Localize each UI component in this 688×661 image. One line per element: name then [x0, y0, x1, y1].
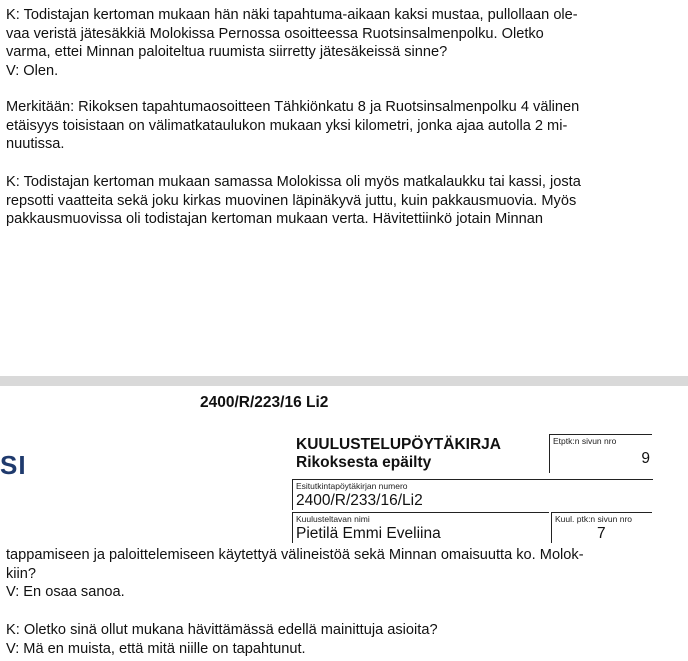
text-line: V: En osaa sanoa.: [6, 584, 125, 600]
form-title: KUULUSTELUPÖYTÄKIRJA: [296, 436, 501, 453]
text-line: K: Todistajan kertoman mukaan hän näki tapahtuma-aikaan kaksi mustaa, pullollaan ole-: [6, 7, 578, 23]
pretrial-number-value: 2400/R/233/16/Li2: [296, 492, 423, 509]
document-code: 2400/R/223/16 Li2: [200, 394, 329, 411]
text-line: K: Todistajan kertoman mukaan samassa Molokissa oli myös matkalaukku tai kassi, josta: [6, 174, 581, 190]
etptk-page-box: [549, 434, 652, 473]
etptk-value: 9: [641, 450, 650, 467]
continued-paragraph: [6, 546, 682, 602]
question-paragraph-1: [6, 6, 682, 80]
text-line: V: Olen.: [6, 62, 59, 79]
text-line: repsotti vaatteita sekä joku kirkas muovinen läpinäkyvä juttu, kuin pakkausmuovia. Myös: [6, 192, 577, 209]
interview-page-value: 7: [597, 525, 606, 542]
logo-fragment: SI: [0, 450, 27, 480]
text-line: nuutissa.: [6, 136, 65, 152]
interviewee-name-value: Pietilä Emmi Eveliina: [296, 525, 441, 542]
text-line: pakkausmuovissa oli todistajan kertoman mukaan verta. Hävitettiinkö jotain Minnan: [6, 211, 543, 227]
question-paragraph-2: [6, 173, 682, 229]
interviewee-name-label: Kuulusteltavan nimi: [296, 514, 370, 524]
etptk-label: Etptk:n sivun nro: [553, 436, 617, 446]
text-line: kiin?: [6, 565, 37, 582]
text-line: V: Mä en muista, että mitä niille on tapahtunut.: [6, 640, 306, 657]
interviewee-name-box: [292, 512, 549, 543]
text-line: Merkitään: Rikoksen tapahtumaosoitteen Tähkiönkatu 8 ja Ruotsinsalmenpolku 4 välinen: [6, 99, 580, 115]
form-subtitle: Rikoksesta epäilty: [296, 454, 432, 471]
pretrial-number-label: Esitutkintapöytäkirjan numero: [296, 481, 408, 491]
interview-page-box: [551, 512, 652, 543]
text-line: etäisyys toisistaan on välimatkataulukon mukaan yksi kilometri, jonka ajaa autolla 2 mi-: [6, 117, 568, 134]
question-paragraph-3: [6, 621, 682, 658]
text-line: tappamiseen ja paloittelemiseen käytettyä välineistöä sekä Minnan omaisuutta ko. Molok-: [6, 547, 584, 563]
page-divider: [0, 376, 688, 386]
text-line: K: Oletko sinä ollut mukana hävittämässä edellä mainittuja asioita?: [6, 622, 438, 638]
note-paragraph: [6, 98, 682, 154]
pretrial-number-box: [292, 479, 653, 510]
interview-page-label: Kuul. ptk:n sivun nro: [555, 514, 633, 524]
text-line: vaa veristä jätesäkkiä Molokissa Pernossa osoitteessa Ruotsinsalmenpolku. Oletko: [6, 25, 544, 42]
form-header: [296, 436, 501, 472]
text-line: varma, ettei Minnan paloiteltua ruumista siirretty jätesäkeissä sinne?: [6, 44, 448, 60]
